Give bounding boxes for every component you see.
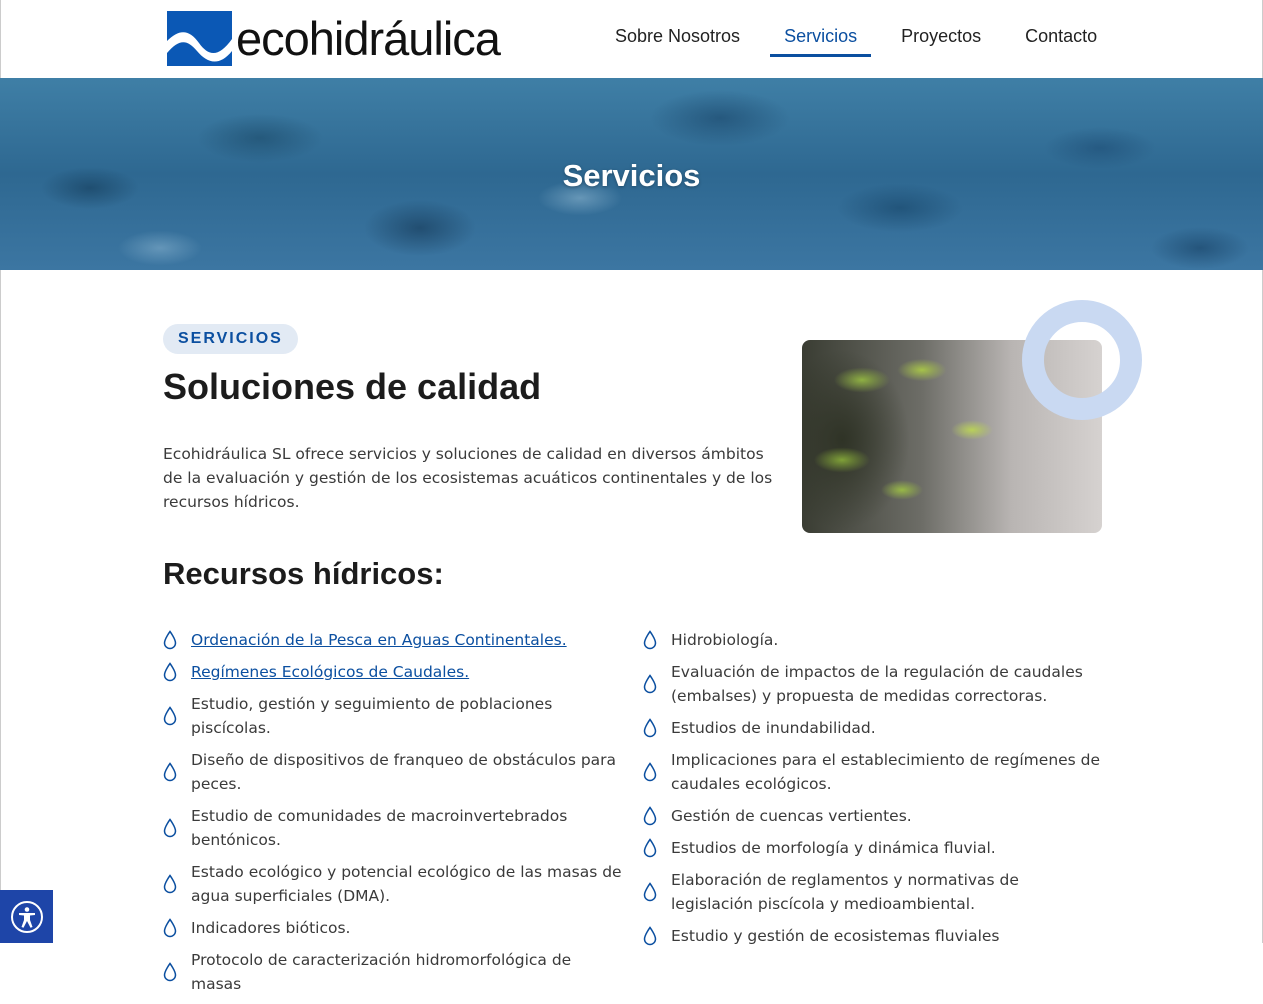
- site-logo[interactable]: [167, 11, 500, 66]
- bullet-drop: [643, 674, 671, 694]
- service-list-item: [163, 948, 623, 996]
- service-list-item: [163, 692, 623, 740]
- service-list-item[interactable]: [163, 660, 623, 684]
- bullet-drop: [643, 838, 671, 858]
- service-text: Estudios de inundabilidad.: [671, 719, 876, 737]
- service-text: Hidrobiología.: [671, 631, 779, 649]
- bullet-drop: [643, 718, 671, 738]
- nav-servicios[interactable]: Servicios: [770, 20, 871, 57]
- service-link[interactable]: Ordenación de la Pesca en Aguas Continentales.: [191, 631, 567, 649]
- water-drop-icon: [643, 882, 657, 902]
- water-drop-icon: [643, 926, 657, 946]
- nav-contacto[interactable]: Contacto: [1025, 26, 1098, 46]
- service-text: Implicaciones para el establecimiento de regímenes de caudales ecológicos.: [671, 751, 1101, 793]
- service-text: Estado ecológico y potencial ecológico de las masas de agua superficiales (DMA).: [191, 863, 622, 905]
- wave-logo-icon: [167, 11, 232, 66]
- service-text: Gestión de cuencas vertientes.: [671, 807, 912, 825]
- bullet-drop: [163, 762, 191, 782]
- service-list-item: [643, 804, 1103, 828]
- services-list-left: [163, 628, 623, 1004]
- water-drop-icon: [163, 706, 177, 726]
- nav-proyectos[interactable]: Proyectos: [901, 26, 982, 46]
- service-text: Elaboración de reglamentos y normativas de legislación piscícola y medioambiental.: [671, 871, 1019, 913]
- bullet-drop: [163, 874, 191, 894]
- water-drop-icon: [643, 806, 657, 826]
- service-text: Estudio y gestión de ecosistemas fluviales: [671, 927, 1000, 945]
- section-heading: Recursos hídricos:: [163, 556, 444, 591]
- intro-paragraph: Ecohidráulica SL ofrece servicios y soluciones de calidad en diversos ámbitos de la evaluación y gestión de los ecosistemas acuáticos continentales y de los recursos hídricos.: [163, 445, 773, 511]
- accessibility-button[interactable]: [0, 890, 53, 943]
- water-drop-icon: [643, 838, 657, 858]
- bullet-drop: [643, 630, 671, 650]
- bullet-drop: [163, 918, 191, 938]
- water-drop-icon: [643, 718, 657, 738]
- service-list-item: [163, 916, 623, 940]
- water-drop-icon: [163, 874, 177, 894]
- service-list-item: [643, 716, 1103, 740]
- water-drop-icon: [643, 762, 657, 782]
- page-title: Soluciones de calidad: [163, 366, 542, 407]
- main-content: [0, 270, 1263, 993]
- water-drop-icon: [163, 762, 177, 782]
- service-text: Estudio, gestión y seguimiento de poblaciones piscícolas.: [191, 695, 553, 737]
- water-drop-icon: [163, 962, 177, 982]
- service-list-item: [643, 660, 1103, 708]
- service-text: Protocolo de caracterización hidromorfológica de masas: [191, 951, 572, 993]
- service-list-item: [163, 860, 623, 908]
- bullet-drop: [643, 806, 671, 826]
- water-drop-icon: [643, 630, 657, 650]
- service-list-item: [643, 628, 1103, 652]
- site-header: [0, 0, 1263, 78]
- water-drop-icon: [643, 674, 657, 694]
- bullet-drop: [643, 926, 671, 946]
- service-link[interactable]: Regímenes Ecológicos de Caudales.: [191, 663, 470, 681]
- decorative-arc: [1022, 300, 1142, 420]
- service-text: Estudios de morfología y dinámica fluvial.: [671, 839, 996, 857]
- nav-sobre-nosotros[interactable]: Sobre Nosotros: [615, 26, 741, 46]
- bullet-drop: [643, 882, 671, 902]
- water-drop-icon: [163, 630, 177, 650]
- service-list-item: [643, 836, 1103, 860]
- accessibility-icon: [10, 900, 44, 934]
- leaves-water-photo: [802, 340, 1102, 533]
- hero-banner: [0, 78, 1263, 270]
- bullet-drop: [163, 818, 191, 838]
- service-list-item: [643, 868, 1103, 916]
- bullet-drop: [163, 662, 191, 682]
- bullet-drop: [643, 762, 671, 782]
- water-drop-icon: [163, 818, 177, 838]
- water-drop-icon: [163, 662, 177, 682]
- services-list-right: [643, 628, 1103, 956]
- main-nav: [601, 20, 1127, 57]
- bullet-drop: [163, 630, 191, 650]
- section-badge: SERVICIOS: [163, 324, 298, 354]
- service-text: Indicadores bióticos.: [191, 919, 351, 937]
- water-drop-icon: [163, 918, 177, 938]
- hero-title: Servicios: [562, 158, 701, 193]
- service-text: Evaluación de impactos de la regulación de caudales (embalses) y propuesta de medidas correctoras.: [671, 663, 1083, 705]
- service-list-item[interactable]: [163, 628, 623, 652]
- bullet-drop: [163, 962, 191, 982]
- logo-wordmark: ecohidráulica: [236, 12, 500, 65]
- service-text: Diseño de dispositivos de franqueo de obstáculos para peces.: [191, 751, 617, 793]
- service-list-item: [163, 748, 623, 796]
- bullet-drop: [163, 706, 191, 726]
- service-list-item: [163, 804, 623, 852]
- service-list-item: [643, 924, 1103, 948]
- service-list-item: [643, 748, 1103, 796]
- service-text: Estudio de comunidades de macroinvertebrados bentónicos.: [191, 807, 568, 849]
